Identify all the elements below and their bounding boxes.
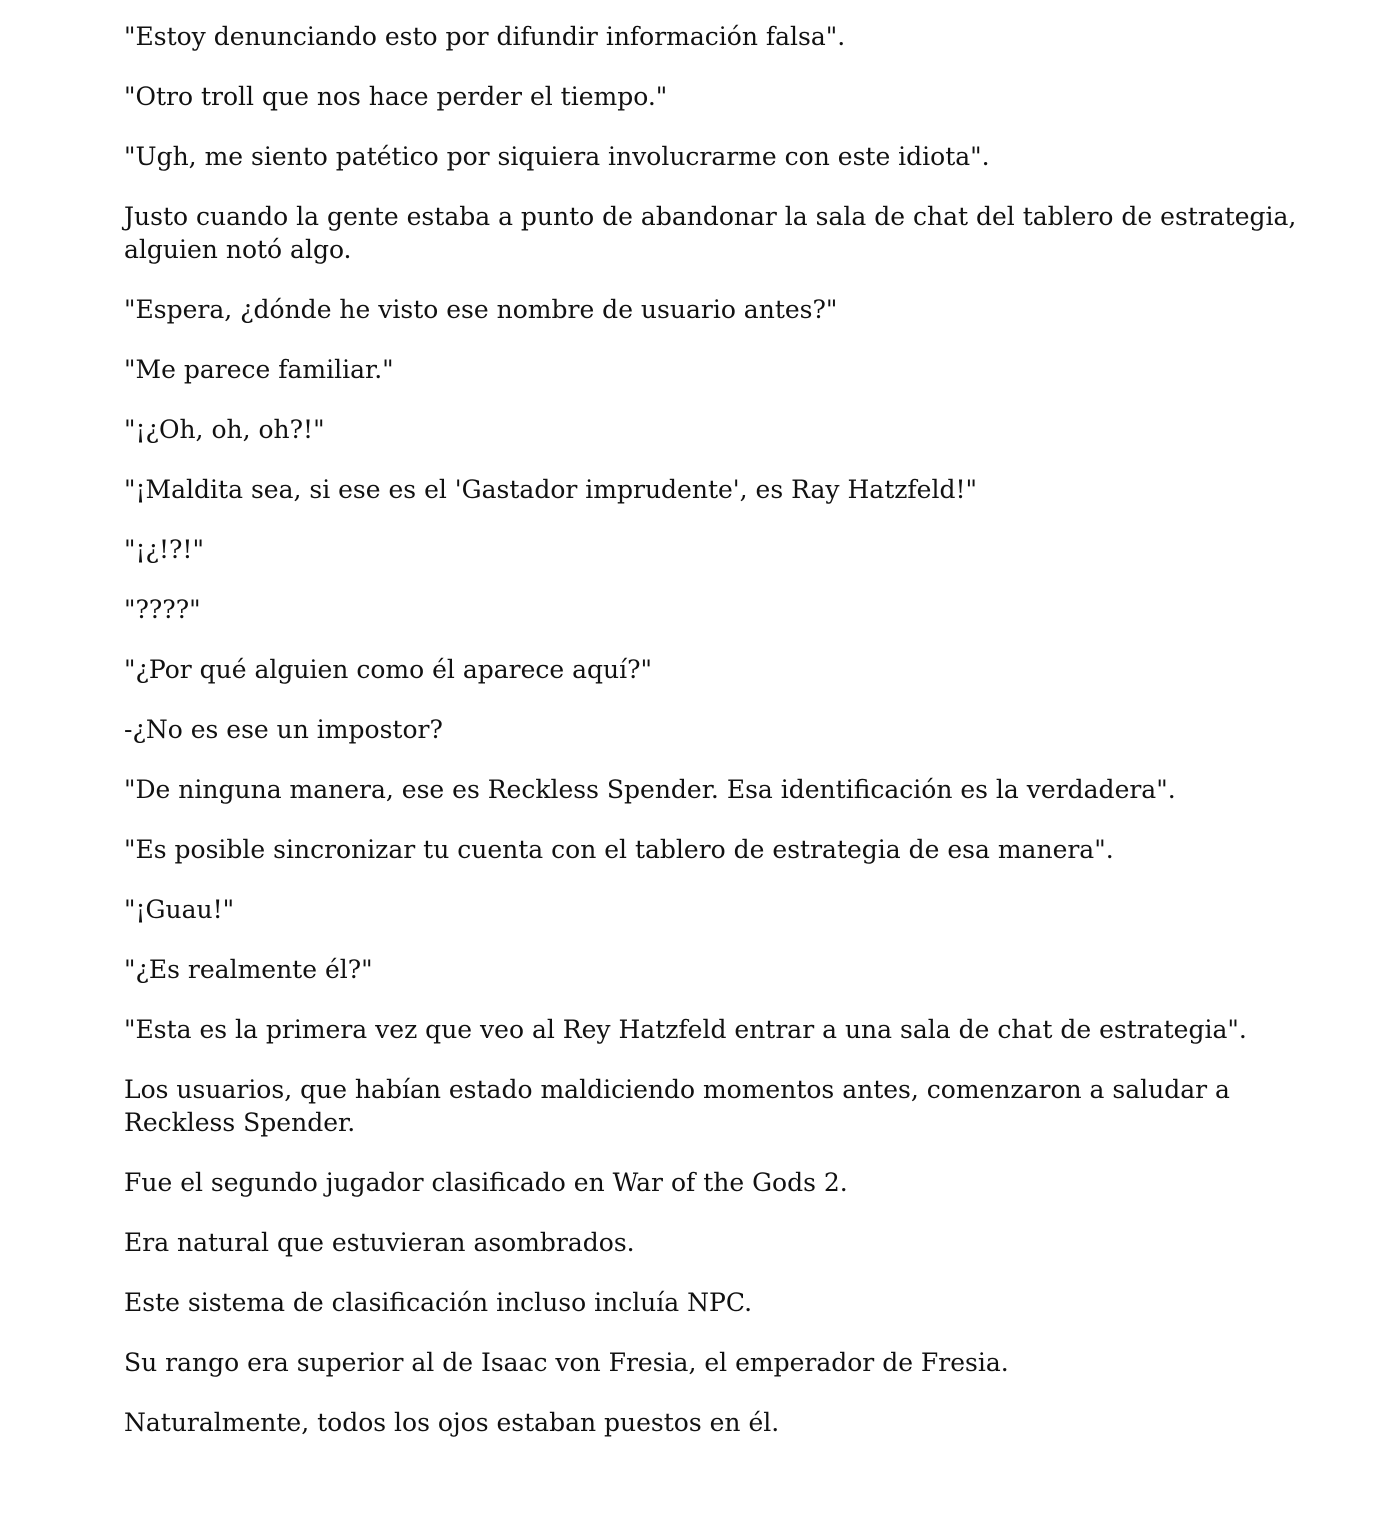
document-page [124,20,1314,1466]
paragraph: Naturalmente, todos los ojos estaban puestos en él. [124,1408,780,1437]
paragraph: "¡Guau!" [124,895,235,924]
paragraph: "¿Es realmente él?" [124,955,373,984]
paragraph: -¿No es ese un impostor? [124,715,443,744]
paragraph: "¡¿!?!" [124,535,204,564]
paragraph: "¡¿Oh, oh, oh?!" [124,415,325,444]
paragraph: "Esta es la primera vez que veo al Rey Hatzfeld entrar a una sala de chat de estrategia". [124,1015,1247,1044]
paragraph: Justo cuando la gente estaba a punto de abandonar la sala de chat del tablero de estrategia, alguien notó algo. [124,202,1297,264]
paragraph: "Otro troll que nos hace perder el tiempo." [124,82,668,111]
paragraph: "????" [124,595,201,624]
paragraph: "¿Por qué alguien como él aparece aquí?" [124,655,653,684]
paragraph: "De ninguna manera, ese es Reckless Spender. Esa identificación es la verdadera". [124,775,1176,804]
paragraph: "Es posible sincronizar tu cuenta con el tablero de estrategia de esa manera". [124,835,1114,864]
paragraph: "Estoy denunciando esto por difundir información falsa". [124,22,846,51]
paragraph: Fue el segundo jugador clasificado en War of the Gods 2. [124,1168,848,1197]
paragraph: "Espera, ¿dónde he visto ese nombre de usuario antes?" [124,295,838,324]
paragraph: Los usuarios, que habían estado maldiciendo momentos antes, comenzaron a saludar a Reckless Spender. [124,1075,1230,1137]
paragraph: "¡Maldita sea, si ese es el 'Gastador imprudente', es Ray Hatzfeld!" [124,475,978,504]
paragraph: "Ugh, me siento patético por siquiera involucrarme con este idiota". [124,142,990,171]
paragraph: Era natural que estuvieran asombrados. [124,1228,635,1257]
paragraph: "Me parece familiar." [124,355,394,384]
paragraph: Su rango era superior al de Isaac von Fresia, el emperador de Fresia. [124,1348,1009,1377]
paragraph: Este sistema de clasificación incluso incluía NPC. [124,1288,753,1317]
